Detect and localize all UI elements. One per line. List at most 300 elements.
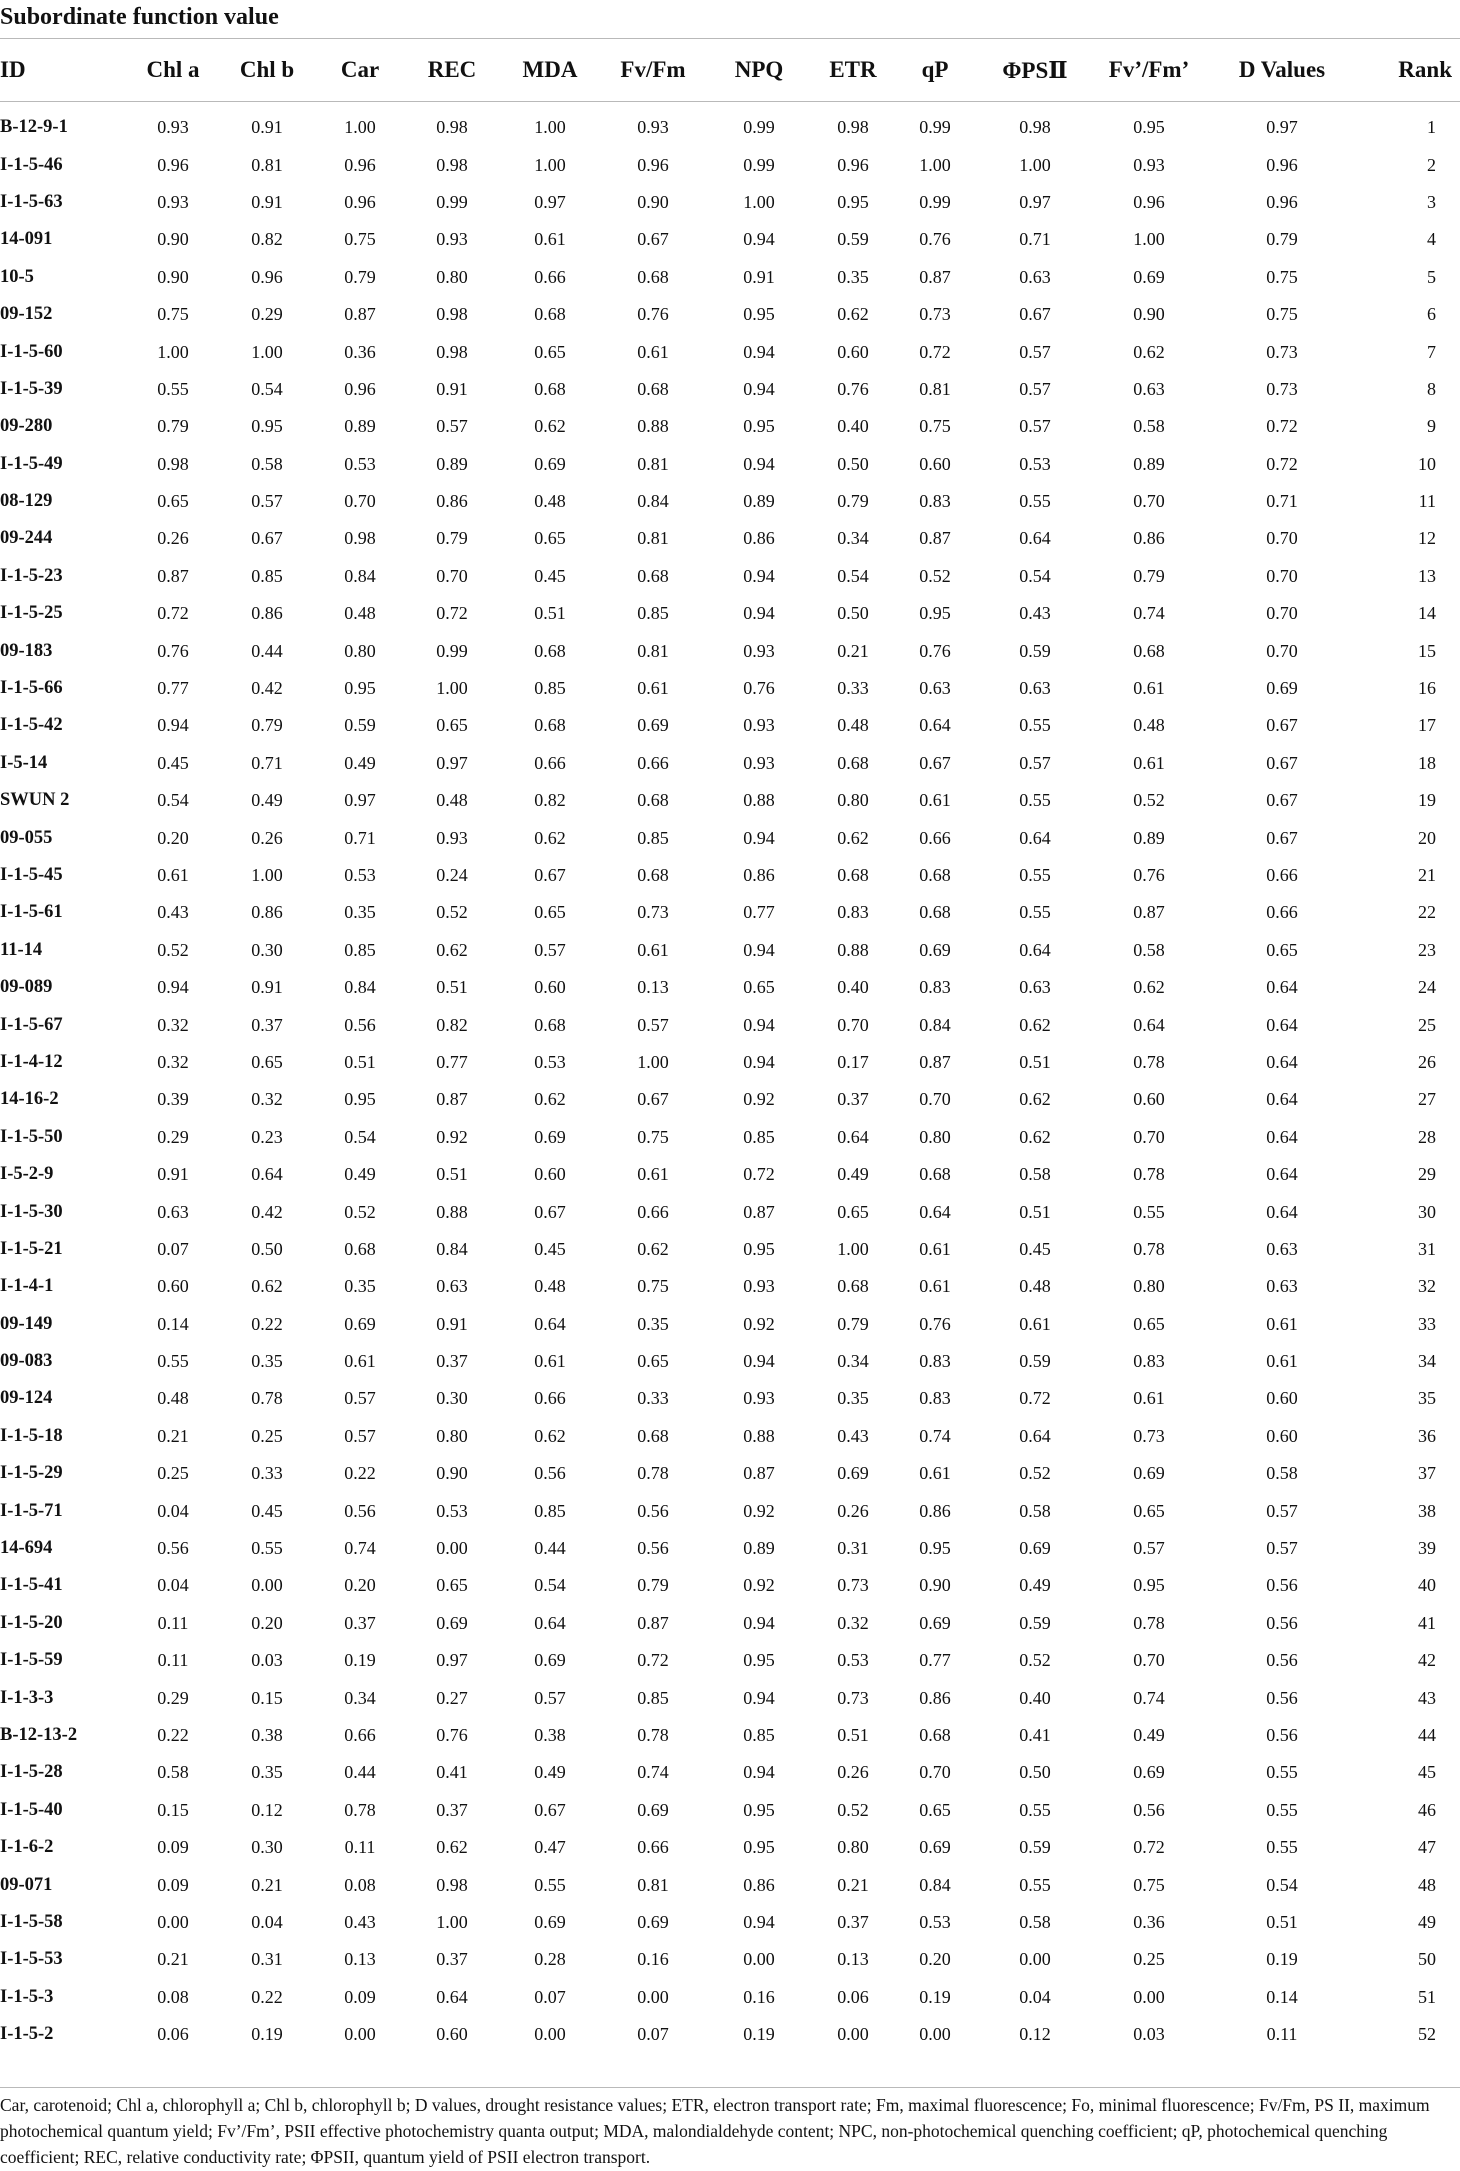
table-cell: 0.29: [251, 304, 283, 325]
table-cell: 0.20: [344, 1575, 376, 1596]
table-cell: 0.87: [919, 1051, 951, 1072]
table-cell: 0.47: [534, 1837, 566, 1858]
table-cell: 35: [1418, 1388, 1436, 1409]
table-cell: 0.55: [157, 1351, 189, 1372]
table-cell: 0.90: [157, 266, 189, 287]
table-cell: 0.58: [1133, 939, 1165, 960]
table-cell: 0.94: [743, 453, 775, 474]
table-cell: 0.93: [436, 827, 468, 848]
table-cell: 0.35: [344, 902, 376, 923]
table-cell: 0.55: [1019, 715, 1051, 736]
table-cell: 0.57: [344, 1425, 376, 1446]
table-cell: 0.56: [1266, 1575, 1298, 1596]
table-cell: 0.65: [837, 1201, 869, 1222]
table-cell: 0.91: [251, 117, 283, 138]
table-cell: 0.55: [534, 1874, 566, 1895]
table-cell: 16: [1418, 678, 1436, 699]
row-id-cell: I-1-5-50: [0, 1126, 63, 1147]
row-id-cell: B-12-13-2: [0, 1724, 78, 1745]
table-cell: 0.92: [743, 1089, 775, 1110]
table-cell: 0.11: [1266, 2024, 1298, 2045]
table-cell: 17: [1418, 715, 1436, 736]
table-cell: 0.73: [837, 1687, 869, 1708]
table-cell: 0.87: [919, 266, 951, 287]
table-row: [0, 595, 1460, 632]
table-cell: 0.69: [919, 1837, 951, 1858]
table-cell: 0.00: [436, 1538, 468, 1559]
table-cell: 0.68: [837, 865, 869, 885]
table-cell: 0.68: [637, 378, 669, 399]
table-cell: 46: [1418, 1799, 1436, 1820]
table-cell: 0.25: [157, 1463, 189, 1484]
table-cell: 0.58: [1266, 1463, 1298, 1484]
table-cell: 0.96: [1266, 191, 1298, 212]
table-cell: 0.65: [534, 528, 566, 549]
table-cell: 0.12: [1019, 2024, 1051, 2045]
table-cell: 0.31: [837, 1538, 869, 1559]
table-cell: 0.57: [534, 939, 566, 960]
table-cell: 0.44: [534, 1538, 566, 1559]
table-cell: 0.49: [837, 1164, 869, 1185]
table-cell: 0.78: [1133, 1238, 1165, 1259]
table-cell: 0.68: [919, 1164, 951, 1185]
table-cell: 0.68: [534, 378, 566, 399]
table-cell: 0.53: [436, 1500, 468, 1521]
table-cell: 0.72: [743, 1164, 775, 1185]
table-cell: 0.63: [1266, 1238, 1298, 1259]
table-cell: 0.00: [637, 1986, 669, 2007]
table-cell: 0.75: [157, 304, 189, 325]
table-row: [0, 1343, 1460, 1380]
table-cell: 0.74: [637, 1762, 669, 1783]
table-cell: 0.55: [1019, 865, 1051, 885]
table-cell: 0.73: [919, 304, 951, 325]
table-cell: 0.72: [1019, 1388, 1051, 1409]
table-cell: 0.62: [837, 827, 869, 848]
row-id-cell: 08-129: [0, 491, 53, 512]
table-cell: 0.55: [1019, 902, 1051, 923]
table-cell: 0.66: [637, 1201, 669, 1222]
table-cell: 0.71: [251, 752, 283, 773]
table-row: [0, 894, 1460, 931]
table-cell: 0.51: [344, 1051, 376, 1072]
table-cell: 0.48: [157, 1388, 189, 1409]
table-cell: 0.04: [1019, 1986, 1051, 2007]
table-cell: 0.11: [157, 1612, 189, 1633]
table-cell: 0.76: [1133, 865, 1165, 885]
table-cell: 0.21: [157, 1949, 189, 1970]
table-cell: 0.64: [1266, 977, 1298, 998]
table-cell: 31: [1418, 1238, 1436, 1259]
table-cell: 0.65: [1133, 1500, 1165, 1521]
table-cell: 0.22: [251, 1986, 283, 2007]
table-cell: 0.90: [157, 229, 189, 250]
table-cell: 0.68: [637, 1425, 669, 1446]
table-cell: 0.48: [344, 603, 376, 624]
table-row: [0, 1979, 1460, 2016]
table-cell: 0.62: [436, 1837, 468, 1858]
table-cell: 0.26: [251, 827, 283, 848]
table-cell: 0.93: [743, 1388, 775, 1409]
table-cell: 0.66: [534, 752, 566, 773]
table-cell: 0.21: [837, 640, 869, 661]
table-cell: 0.51: [1019, 1051, 1051, 1072]
table-cell: 0.63: [1019, 266, 1051, 287]
table-cell: 0.64: [1266, 1014, 1298, 1035]
table-cell: 0.82: [251, 229, 283, 250]
table-cell: 0.38: [251, 1724, 283, 1745]
table-cell: 4: [1427, 229, 1436, 250]
table-cell: 0.60: [919, 453, 951, 474]
table-cell: 0.73: [1266, 341, 1298, 362]
table-cell: 13: [1418, 565, 1436, 586]
table-cell: 0.87: [436, 1089, 468, 1110]
table-cell: 0.62: [1019, 1014, 1051, 1035]
table-row: [0, 1044, 1460, 1081]
table-cell: 0.59: [1019, 640, 1051, 661]
table-cell: 0.64: [837, 1126, 869, 1147]
table-cell: 0.03: [251, 1650, 283, 1671]
table-cell: 0.11: [344, 1837, 376, 1858]
table-cell: 47: [1418, 1837, 1436, 1858]
table-cell: 0.00: [344, 2024, 376, 2045]
table-cell: 0.29: [157, 1687, 189, 1708]
table-cell: 0.85: [637, 1687, 669, 1708]
table-cell: 0.69: [534, 453, 566, 474]
table-cell: 0.88: [743, 1425, 775, 1446]
table-cell: 0.80: [344, 640, 376, 661]
table-cell: 0.04: [251, 1911, 283, 1932]
table-cell: 0.68: [534, 1014, 566, 1035]
table-row: [0, 1866, 1460, 1903]
table-cell: 0.87: [344, 304, 376, 325]
table-cell: 0.53: [344, 865, 376, 885]
table-cell: 0.87: [919, 528, 951, 549]
table-cell: 43: [1418, 1687, 1436, 1708]
table-cell: 0.96: [344, 154, 376, 175]
table-cell: 0.28: [534, 1949, 566, 1970]
table-cell: 0.59: [344, 715, 376, 736]
table-cell: 0.64: [1266, 1051, 1298, 1072]
table-cell: 0.48: [534, 1276, 566, 1297]
table-cell: 0.75: [637, 1276, 669, 1297]
table-cell: 0.95: [743, 1799, 775, 1820]
table-row: [0, 1530, 1460, 1567]
table-cell: 0.94: [743, 827, 775, 848]
table-cell: 0.86: [919, 1500, 951, 1521]
table-cell: 0.96: [157, 154, 189, 175]
table-cell: 0.93: [743, 640, 775, 661]
table-cell: 42: [1418, 1650, 1436, 1671]
table-cell: 0.52: [344, 1201, 376, 1222]
table-cell: 0.69: [637, 715, 669, 736]
table-cell: 0.67: [919, 752, 951, 773]
table-cell: 0.69: [1266, 678, 1298, 699]
table-cell: 0.64: [1019, 1425, 1051, 1446]
table-cell: 0.62: [534, 1089, 566, 1110]
table-cell: 0.95: [743, 1238, 775, 1259]
table-cell: 0.94: [157, 977, 189, 998]
table-cell: 0.78: [1133, 1051, 1165, 1072]
table-cell: 0.11: [157, 1650, 189, 1671]
table-cell: 0.67: [1266, 715, 1298, 736]
table-cell: 0.61: [157, 865, 189, 885]
table-cell: 0.59: [1019, 1351, 1051, 1372]
table-cell: 9: [1427, 416, 1436, 437]
table-row: [0, 707, 1460, 744]
table-cell: 0.94: [743, 341, 775, 362]
table-cell: 0.62: [534, 827, 566, 848]
table-cell: 0.15: [251, 1687, 283, 1708]
table-cell: 0.69: [837, 1463, 869, 1484]
table-cell: 0.00: [251, 1575, 283, 1596]
bottom-rule: [0, 2087, 1460, 2088]
table-row: [0, 1156, 1460, 1193]
table-cell: 0.04: [157, 1500, 189, 1521]
table-cell: 0.55: [1133, 1201, 1165, 1222]
table-cell: 0.13: [637, 977, 669, 998]
table-cell: 0.60: [1266, 1425, 1298, 1446]
table-cell: 0.89: [344, 416, 376, 437]
table-cell: 0.77: [436, 1051, 468, 1072]
table-cell: 0.64: [1266, 1126, 1298, 1147]
table-cell: 0.74: [919, 1425, 951, 1446]
table-cell: 0.88: [637, 416, 669, 437]
table-cell: 0.09: [344, 1986, 376, 2007]
row-id-cell: I-1-5-18: [0, 1425, 63, 1446]
table-cell: 0.62: [251, 1276, 283, 1297]
table-cell: 0.45: [251, 1500, 283, 1521]
table-cell: 0.55: [1019, 1799, 1051, 1820]
table-cell: 26: [1418, 1051, 1436, 1072]
table-cell: 0.69: [1133, 1762, 1165, 1783]
row-id-cell: I-1-5-49: [0, 453, 63, 474]
table-cell: 0.43: [1019, 603, 1051, 624]
table-cell: 0.67: [251, 528, 283, 549]
table-cell: 0.40: [837, 977, 869, 998]
table-cell: 0.57: [436, 416, 468, 437]
table-cell: 1.00: [919, 154, 951, 175]
table-cell: 0.62: [1133, 341, 1165, 362]
table-row: [0, 558, 1460, 595]
table-cell: 0.90: [1133, 304, 1165, 325]
table-cell: 0.13: [837, 1949, 869, 1970]
table-cell: 0.97: [1019, 191, 1051, 212]
table-cell: 0.65: [919, 1799, 951, 1820]
table-cell: 0.98: [344, 528, 376, 549]
row-id-cell: SWUN 2: [0, 790, 70, 811]
table-cell: 0.57: [251, 491, 283, 512]
column-header: Fv’/Fm’: [1108, 57, 1190, 82]
table-cell: 0.82: [534, 790, 566, 811]
table-cell: 0.19: [251, 2024, 283, 2045]
table-cell: 0.98: [436, 304, 468, 325]
table-cell: 0.41: [436, 1762, 468, 1783]
table-cell: 24: [1418, 977, 1436, 998]
table-cell: 0.79: [837, 1313, 869, 1334]
table-cell: 0.76: [919, 1313, 951, 1334]
table-cell: 0.45: [1019, 1238, 1051, 1259]
row-id-cell: I-1-5-40: [0, 1799, 63, 1820]
table-cell: 0.75: [344, 229, 376, 250]
table-cell: 0.19: [1266, 1949, 1298, 1970]
table-row: [0, 782, 1460, 819]
table-cell: 0.86: [436, 491, 468, 512]
table-cell: 0.26: [837, 1500, 869, 1521]
table-cell: 0.03: [1133, 2024, 1165, 2045]
table-cell: 0.73: [1133, 1425, 1165, 1446]
table-row: [0, 1006, 1460, 1043]
table-cell: 3: [1427, 191, 1436, 212]
table-cell: 0.91: [251, 191, 283, 212]
table-cell: 1.00: [436, 1911, 468, 1932]
table-cell: 11: [1418, 491, 1436, 512]
table-cell: 0.62: [1019, 1126, 1051, 1147]
table-cell: 0.32: [251, 1089, 283, 1110]
table-cell: 0.37: [837, 1911, 869, 1932]
table-cell: 0.94: [157, 715, 189, 736]
table-cell: 0.68: [837, 752, 869, 773]
table-row: [0, 1081, 1460, 1118]
table-cell: 0.58: [1019, 1164, 1051, 1185]
table-cell: 0.69: [637, 1799, 669, 1820]
table-cell: 52: [1418, 2024, 1436, 2045]
row-id-cell: I-1-5-21: [0, 1238, 63, 1259]
table-cell: 1.00: [1133, 229, 1165, 250]
table-cell: 0.51: [534, 603, 566, 624]
table-cell: 0.78: [344, 1799, 376, 1820]
table-cell: 1.00: [344, 117, 376, 138]
table-cell: 0.07: [157, 1238, 189, 1259]
table-row: [0, 408, 1460, 445]
table-cell: 0.98: [436, 1874, 468, 1895]
row-id-cell: 09-071: [0, 1874, 53, 1895]
table-cell: 0.85: [637, 603, 669, 624]
table-cell: 0.49: [344, 752, 376, 773]
table-cell: 0.89: [743, 1538, 775, 1559]
table-cell: 0.56: [637, 1538, 669, 1559]
table-row: [0, 221, 1460, 258]
table-cell: 0.70: [436, 565, 468, 586]
table-cell: 0.95: [743, 1650, 775, 1671]
table-cell: 0.43: [157, 902, 189, 923]
table-cell: 0.51: [1266, 1911, 1298, 1932]
table-cell: 0.73: [837, 1575, 869, 1596]
table-cell: 48: [1418, 1874, 1436, 1895]
table-cell: 0.61: [637, 939, 669, 960]
table-cell: 0.63: [1133, 378, 1165, 399]
table-row: [0, 670, 1460, 707]
table-cell: 0.81: [637, 528, 669, 549]
table-cell: 0.14: [157, 1313, 189, 1334]
table-cell: 0.67: [534, 1799, 566, 1820]
table-cell: 0.90: [436, 1463, 468, 1484]
table-cell: 0.57: [1266, 1500, 1298, 1521]
table-cell: 0.25: [251, 1425, 283, 1446]
table-cell: 0.61: [344, 1351, 376, 1372]
table-row: [0, 969, 1460, 1006]
row-id-cell: I-1-5-61: [0, 902, 63, 923]
table-cell: 39: [1418, 1538, 1436, 1559]
table-cell: 0.92: [743, 1313, 775, 1334]
table-cell: 0.68: [534, 304, 566, 325]
table-cell: 0.63: [1019, 977, 1051, 998]
table-cell: 0.69: [534, 1911, 566, 1932]
table-cell: 0.91: [157, 1164, 189, 1185]
table-cell: 29: [1418, 1164, 1436, 1185]
table-cell: 0.92: [743, 1500, 775, 1521]
table-cell: 0.16: [637, 1949, 669, 1970]
table-cell: 0.60: [534, 977, 566, 998]
table-cell: 0.89: [1133, 827, 1165, 848]
row-id-cell: 09-244: [0, 528, 53, 549]
table-cell: 0.80: [436, 266, 468, 287]
table-cell: 0.76: [837, 378, 869, 399]
table-cell: 0.61: [919, 790, 951, 811]
table-row: [0, 184, 1460, 221]
table-cell: 0.61: [1133, 752, 1165, 773]
table-cell: 0.75: [919, 416, 951, 437]
table-cell: 0.87: [157, 565, 189, 586]
row-id-cell: I-1-5-2: [0, 2024, 54, 2045]
table-cell: 0.00: [1133, 1986, 1165, 2007]
table-cell: 0.19: [743, 2024, 775, 2045]
row-id-cell: I-1-5-39: [0, 378, 63, 399]
table-footnote: Car, carotenoid; Chl a, chlorophyll a; Chl b, chlorophyll b; D values, drought resistance values; ETR, electron transport rate; Fm, maximal fluorescence; Fo, minimal fluorescence; Fv/Fm, PS II, maximum photochemical quantum yield; Fv’/Fm’, PSII effective photochemistry quanta output; MDA, malondialdehyde content; NPC, non-photochemical quenching coefficient; qP, photochemical quenching coefficient; REC, relative conductivity rate; ΦPSII, quantum yield of PSII electron transport.: [0, 2095, 1430, 2167]
table-cell: 0.61: [1266, 1351, 1298, 1372]
table-cell: 0.45: [534, 1238, 566, 1259]
table-cell: 0.55: [1266, 1799, 1298, 1820]
table-cell: 0.77: [743, 902, 775, 923]
table-cell: 0.58: [1019, 1911, 1051, 1932]
table-cell: 10: [1418, 453, 1436, 474]
table-cell: 1.00: [1019, 154, 1051, 175]
table-row: [0, 1193, 1460, 1230]
table-cell: 0.86: [1133, 528, 1165, 549]
table-cell: 0.70: [1266, 528, 1298, 549]
table-cell: 0.83: [919, 977, 951, 998]
table-cell: 7: [1427, 341, 1436, 362]
table-cell: 0.95: [743, 416, 775, 437]
row-id-cell: I-1-5-46: [0, 154, 63, 175]
table-cell: 0.99: [919, 191, 951, 212]
table-cell: 0.78: [637, 1724, 669, 1745]
table-cell: 0.70: [919, 1089, 951, 1110]
table-cell: 0.49: [1133, 1724, 1165, 1745]
row-id-cell: I-1-5-53: [0, 1949, 63, 1970]
table-cell: 1.00: [436, 678, 468, 699]
table-cell: 0.81: [637, 453, 669, 474]
table-row: [0, 371, 1460, 408]
row-id-cell: I-1-5-67: [0, 1014, 63, 1035]
table-cell: 0.62: [637, 1238, 669, 1259]
table-cell: 0.60: [1266, 1388, 1298, 1409]
table-cell: 0.69: [1019, 1538, 1051, 1559]
table-cell: 0.98: [436, 117, 468, 138]
table-cell: 0.94: [743, 939, 775, 960]
table-cell: 0.89: [1133, 453, 1165, 474]
table-row: [0, 296, 1460, 333]
row-id-cell: 09-083: [0, 1351, 53, 1372]
table-row: [0, 819, 1460, 856]
table-cell: 0.95: [919, 1538, 951, 1559]
table-cell: 0.37: [436, 1351, 468, 1372]
table-cell: 0.64: [534, 1313, 566, 1334]
table-cell: 0.70: [1266, 565, 1298, 586]
table-cell: 0.22: [344, 1463, 376, 1484]
table-cell: 0.79: [1133, 565, 1165, 586]
table-row: [0, 1754, 1460, 1791]
